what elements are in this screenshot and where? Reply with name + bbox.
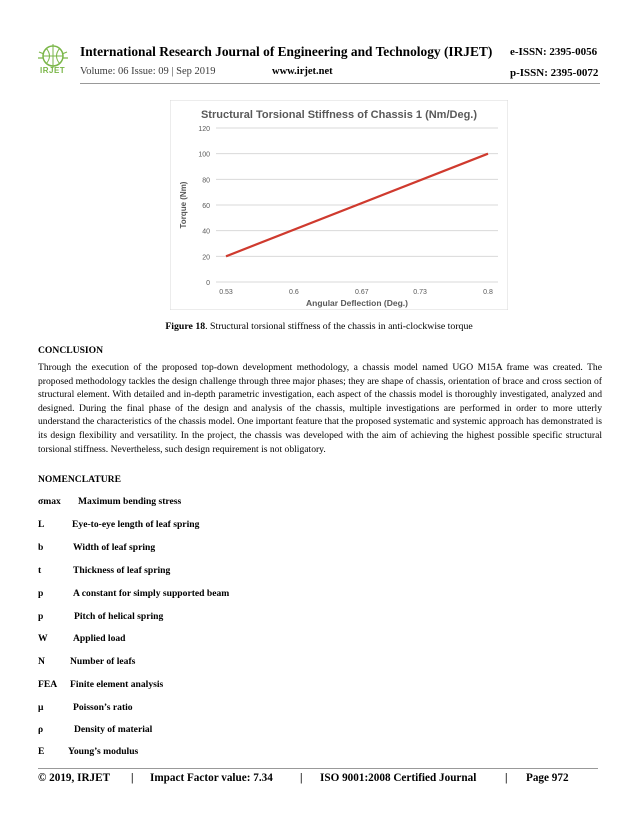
torsional-stiffness-chart: [170, 100, 508, 310]
y-axis-label: Torque (Nm): [179, 181, 188, 229]
nomenclature-definition: A constant for simply supported beam: [73, 588, 230, 599]
nomenclature-symbol: E: [38, 746, 45, 757]
nomenclature-definition: Width of leaf spring: [73, 542, 156, 553]
nomenclature-item: [38, 611, 164, 622]
footer-iso: ISO 9001:2008 Certified Journal: [320, 772, 477, 784]
conclusion-heading: CONCLUSION: [38, 345, 104, 356]
figure-caption: [0, 321, 638, 332]
chart-title: Structural Torsional Stiffness of Chassis 1 (Nm/Deg.): [200, 109, 478, 121]
nomenclature-item: [38, 724, 153, 735]
nomenclature-item: [38, 633, 126, 644]
nomenclature-definition: Density of material: [74, 724, 153, 735]
nomenclature-item: [38, 746, 139, 757]
nomenclature-definition: Finite element analysis: [70, 679, 164, 690]
y-tick-label: 0: [206, 280, 210, 287]
nomenclature-item: [38, 565, 171, 576]
nomenclature-symbol: p: [38, 611, 44, 622]
nomenclature-definition: Poisson’s ratio: [73, 702, 133, 713]
website-link[interactable]: www.irjet.net: [272, 66, 333, 77]
nomenclature-item: [38, 588, 230, 599]
nomenclature-symbol: b: [38, 542, 44, 553]
journal-title: International Research Journal of Engineering and Technology (IRJET): [80, 44, 493, 59]
footer-page-number: Page 972: [526, 772, 569, 784]
p-issn: p-ISSN: 2395-0072: [510, 67, 599, 79]
footer-copyright: © 2019, IRJET: [38, 772, 111, 784]
nomenclature-symbol: μ: [38, 702, 44, 713]
nomenclature-definition: Pitch of helical spring: [74, 611, 164, 622]
x-tick-label: 0.67: [355, 289, 369, 296]
nomenclature-item: [38, 542, 156, 553]
nomenclature-definition: Young’s modulus: [68, 746, 139, 757]
nomenclature-symbol: FEA: [38, 679, 58, 690]
y-tick-label: 20: [202, 254, 210, 262]
nomenclature-item: [38, 679, 164, 690]
nomenclature-definition: Applied load: [73, 633, 126, 644]
nomenclature-item: [38, 496, 182, 507]
figure-caption-text: . Structural torsional stiffness of the chassis in anti-clockwise torque: [205, 321, 473, 332]
y-tick-label: 80: [202, 177, 210, 185]
x-tick-label: 0.53: [219, 289, 233, 296]
figure-label: Figure 18: [165, 321, 206, 332]
nomenclature-symbol: N: [38, 656, 45, 667]
x-tick-label: 0.8: [483, 289, 493, 296]
nomenclature-symbol: L: [38, 519, 45, 530]
conclusion-paragraph: Through the execution of the proposed top-down development methodology, a chassis model named UGO M15A frame was created. The proposed methodology tackles the design challenge through three major phases; they are shape of chassis, orientation of brace and cross section of structural element. With detailed and in-depth parametric investigation, each aspect of the chassis model is thoroughly investigated, analyzed and designed. During the final phase of the design and analysis of the chassis, multiple investigations are performed in order to more utterly understand the characteristics of the chassis model. One important feature that the proposed systematic and systemic approach has demonstrated is its design flexibility and versatility. In the project, the chassis was developed with the aim of achieving the highest possible specific structural torsional stiffness. Nevertheless, such design requirement is not obligatory.: [38, 362, 602, 455]
y-tick-label: 40: [202, 228, 210, 236]
nomenclature-symbol: σmax: [38, 496, 61, 507]
nomenclature-item: [38, 702, 133, 713]
y-tick-label: 100: [198, 151, 210, 159]
footer-impact-factor: Impact Factor value: 7.34: [150, 772, 273, 784]
footer-separator: |: [131, 772, 134, 784]
nomenclature-symbol: t: [38, 565, 42, 576]
footer-divider: [38, 768, 598, 769]
nomenclature-symbol: W: [38, 633, 48, 644]
nomenclature-heading: NOMENCLATURE: [38, 474, 121, 485]
footer-separator: |: [505, 772, 508, 784]
y-tick-label: 60: [202, 203, 210, 210]
nomenclature-definition: Maximum bending stress: [78, 496, 182, 507]
nomenclature-symbol: ρ: [38, 724, 44, 735]
x-tick-label: 0.73: [413, 289, 427, 296]
footer-separator: |: [300, 772, 303, 784]
logo-text: IRJET: [40, 66, 66, 75]
e-issn: e-ISSN: 2395-0056: [510, 46, 598, 58]
nomenclature-item: [38, 656, 136, 667]
volume-info: Volume: 06 Issue: 09 | Sep 2019: [80, 66, 216, 77]
header-divider: [80, 83, 600, 84]
y-tick-label: 120: [198, 126, 210, 133]
x-axis-label: Angular Deflection (Deg.): [305, 298, 409, 308]
x-tick-label: 0.6: [289, 289, 299, 296]
nomenclature-definition: Number of leafs: [70, 656, 136, 667]
nomenclature-definition: Eye-to-eye length of leaf spring: [72, 519, 200, 530]
nomenclature-item: [38, 519, 200, 530]
nomenclature-definition: Thickness of leaf spring: [73, 565, 171, 576]
nomenclature-symbol: p: [38, 588, 44, 599]
